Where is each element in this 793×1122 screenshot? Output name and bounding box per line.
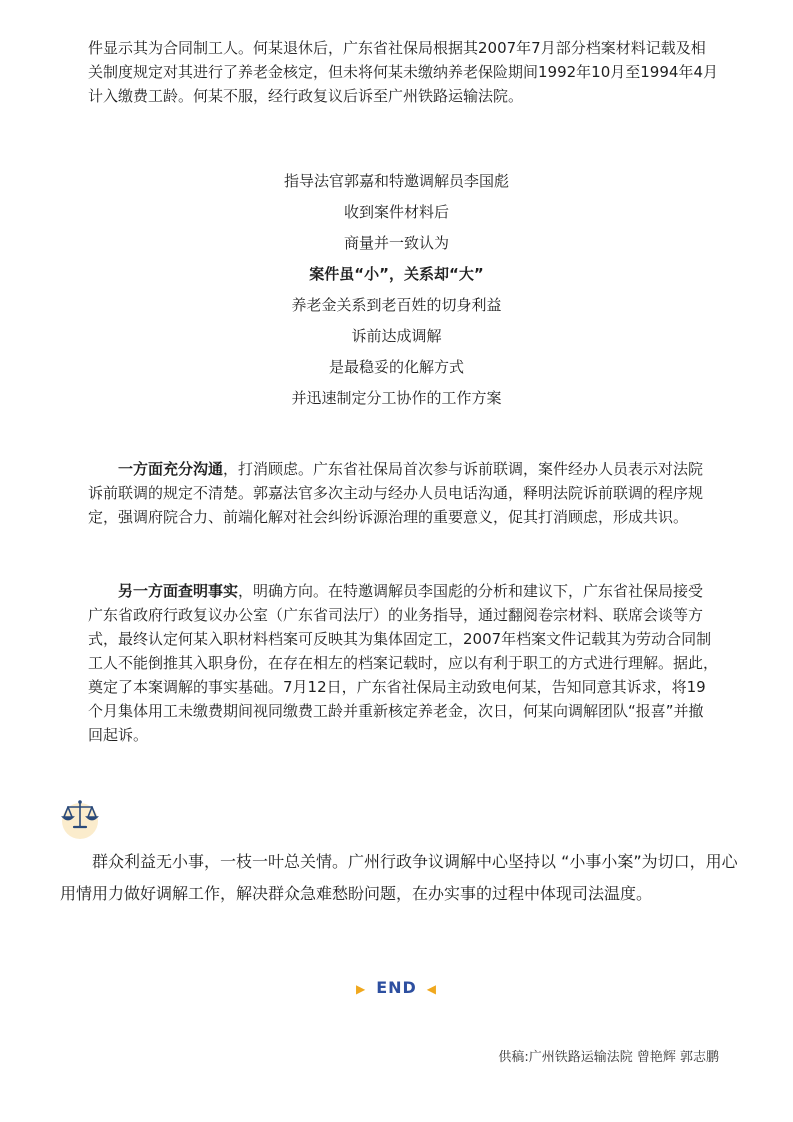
left-triangle-icon: ◀	[426, 982, 438, 996]
paragraph-body: ，打消顾虑。广东省社保局首次参与诉前联调，案件经办人员表示对法院诉前联调的规定不清楚。郭嘉法官多次主动与经办人员电话沟通，释明法院诉前联调的程序规定，强调府院合力、前端化解对社会纠纷诉源治理的重要意义，促其打消顾虑，形成共识。	[88, 460, 704, 526]
end-marker	[0, 978, 793, 997]
paragraph-body: ，明确方向。在特邀调解员李国彪的分析和建议下，广东省社保局接受广东省政府行政复议办公室（广东省司法厅）的业务指导，通过翻阅卷宗材料、联席会谈等方式，最终认定何某入职材料档案可反映其为集体固定工，2007年档案文件记载其为劳动合同制工人不能倒推其入职身份，在存在相左的档案记载时，应以有利于职工的方式进行理解。据此，奠定了本案调解的事实基础。7月12日，广东省社保局主动致电何某，告知同意其诉求，将19个月集体用工未缴费期间视同缴费工龄并重新核定养老金，次日，何某向调解团队“报喜”并撤回起诉。	[88, 582, 719, 744]
paragraph-lead: 另一方面查明事实	[118, 582, 239, 600]
scales-of-justice-icon	[58, 796, 102, 840]
center-line: 并迅速制定分工协作的工作方案	[291, 389, 502, 407]
center-line: 收到案件材料后	[343, 203, 449, 221]
paragraph-lead: 一方面充分沟通	[118, 460, 224, 478]
center-line: 商量并一致认为	[343, 234, 449, 252]
center-line: 指导法官郭嘉和特邀调解员李国彪	[283, 172, 509, 190]
facts-paragraph	[88, 579, 718, 747]
right-triangle-icon: ▶	[355, 982, 367, 996]
center-line: 诉前达成调解	[351, 327, 442, 345]
end-label: END	[376, 978, 417, 997]
credit-line: 供稿:广州铁路运输法院 曾艳辉 郭志鹏	[498, 1050, 719, 1065]
closing-paragraph	[60, 846, 740, 910]
communication-paragraph	[88, 457, 718, 529]
center-verse	[0, 166, 793, 414]
intro-paragraph: 件显示其为合同制工人。何某退休后，广东省社保局根据其2007年7月部分档案材料记载及相关制度规定对其进行了养老金核定，但未将何某未缴纳养老保险期间1992年10月至1994年4月计入缴费工龄。何某不服，经行政复议后诉至广州铁路运输法院。	[88, 39, 718, 105]
center-line: 是最稳妥的化解方式	[328, 358, 464, 376]
center-line: 养老金关系到老百姓的切身利益	[291, 296, 502, 314]
closing-text: 群众利益无小事，一枝一叶总关情。广州行政争议调解中心坚持以 “小事小案”为切口，用心用情用力做好调解工作，解决群众急难愁盼问题，在办实事的过程中体现司法温度。	[60, 852, 738, 903]
center-line-highlight: 案件虽“小”，关系却“大”	[309, 265, 484, 283]
